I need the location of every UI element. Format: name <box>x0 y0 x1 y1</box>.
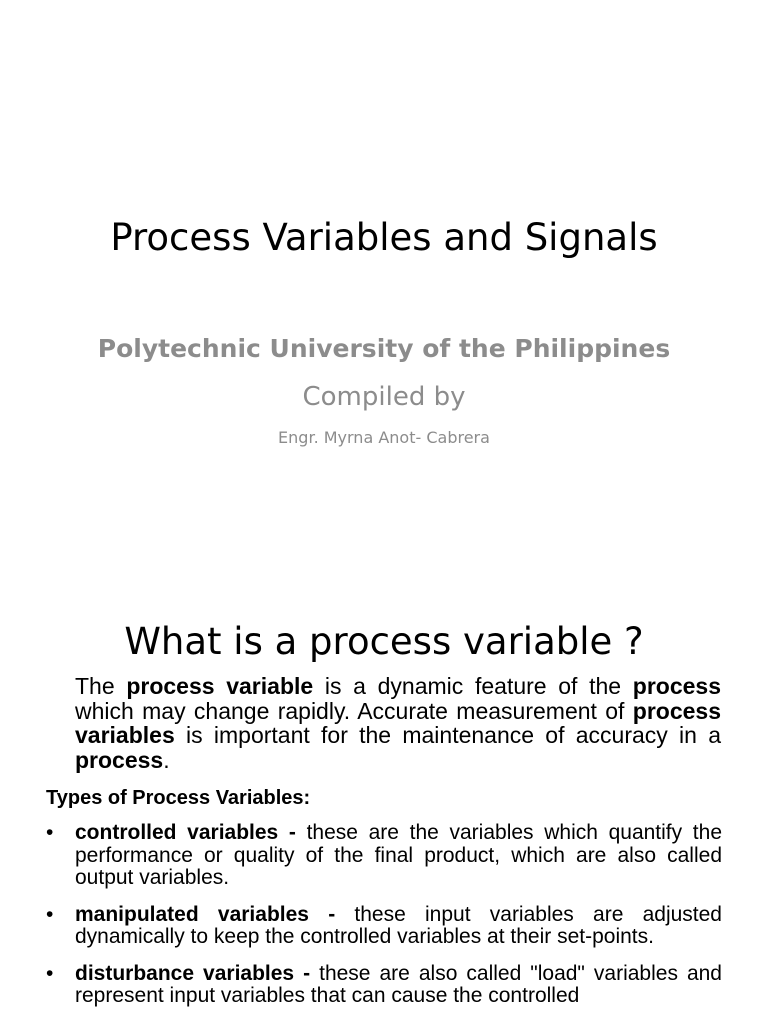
bullet-icon: • <box>46 902 54 926</box>
bullet-text: these are the variables which quantify the performance or quality of the final product, which are also called output variables. <box>75 821 722 889</box>
intro-emphasis: process <box>632 673 721 699</box>
bullet-term: manipulated variables - <box>75 902 336 926</box>
bullet-text: these input variables are adjusted dynamically to keep the controlled variables at their set-points. <box>75 902 722 948</box>
intro-text: is important for the maintenance of accuracy in a <box>174 722 721 748</box>
intro-emphasis: process <box>75 746 164 773</box>
organization-name: Polytechnic University of the Philippines <box>97 334 671 363</box>
bullet-term: controlled variables - <box>75 821 296 844</box>
list-item <box>46 904 722 949</box>
bullet-icon: • <box>46 821 54 844</box>
bullet-icon: • <box>46 961 54 985</box>
list-item <box>46 822 722 890</box>
intro-text: . <box>163 746 170 773</box>
content-slide <box>0 576 768 1024</box>
slide-title: What is a process variable ? <box>124 620 644 663</box>
compiled-by-label: Compiled by <box>302 382 466 412</box>
presentation-title: Process Variables and Signals <box>110 216 658 259</box>
list-item <box>46 963 722 1008</box>
intro-emphasis: process variables <box>75 697 721 748</box>
intro-text: is a dynamic feature of the <box>313 673 633 699</box>
types-heading: Types of Process Variables: <box>46 787 311 809</box>
intro-text: which may change rapidly. Accurate measurement of <box>75 697 633 724</box>
author-name: Engr. Myrna Anot- Cabrera <box>278 428 490 447</box>
intro-text: The <box>75 673 127 699</box>
bullet-text: these are also called "load" variables and represent input variables that can cause the controlled <box>75 961 722 1007</box>
variable-types-list <box>46 822 722 1022</box>
bullet-term: disturbance variables - <box>75 961 311 985</box>
intro-emphasis: process variable <box>126 673 314 699</box>
intro-paragraph <box>75 674 721 772</box>
